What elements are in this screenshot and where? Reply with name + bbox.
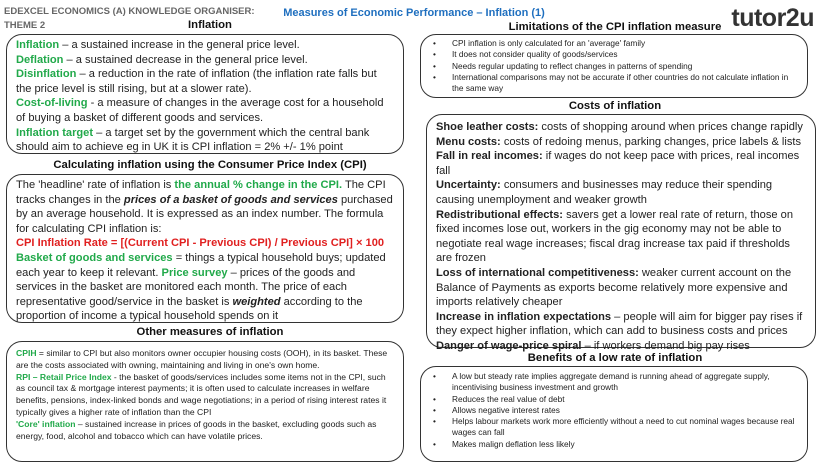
term-label: prices of a basket of goods and services bbox=[123, 193, 338, 206]
inflation-paragraph bbox=[16, 67, 394, 96]
costs-paragraph bbox=[436, 178, 806, 207]
benefits-heading: Benefits of a low rate of inflation bbox=[527, 352, 703, 364]
other-paragraph bbox=[16, 419, 394, 443]
term-label: Fall in real incomes: bbox=[436, 150, 543, 163]
term-label: Uncertainty: bbox=[436, 179, 501, 192]
term-label: Menu costs: bbox=[436, 135, 501, 148]
paragraph-text: weaker current account on the Balance of Payments as exports become relatively more expensive and imports relatively cheaper bbox=[436, 266, 792, 309]
tutor2u-logo: tutor2u bbox=[731, 4, 814, 32]
paragraph-text: The CPI tracks changes in the bbox=[16, 179, 386, 206]
limitations-heading: Limitations of the CPI inflation measure bbox=[508, 21, 722, 33]
cpi-paragraph bbox=[16, 251, 394, 324]
paragraph-text: – a sustained decrease in the general price level. bbox=[63, 53, 308, 66]
paragraph-text: – prices of the goods and services in the basket are monitored each month. The price of each representative good/service in the basket is bbox=[16, 266, 356, 308]
cpi-paragraph bbox=[16, 178, 394, 236]
term-label: the annual % change in the CPI. bbox=[174, 179, 343, 191]
cpi-box bbox=[6, 174, 404, 323]
term-label: weighted bbox=[232, 295, 281, 308]
cpi-heading: Calculating inflation using the Consumer Price Index (CPI) bbox=[53, 159, 367, 171]
paragraph-text: if wages do not keep pace with prices, real incomes fall bbox=[436, 150, 800, 177]
term-label: Redistributional effects: bbox=[436, 208, 563, 221]
other-paragraph bbox=[16, 348, 394, 372]
paragraph-text: according to the proportion of income a typical household spends on it bbox=[16, 295, 363, 323]
cpi-paragraph bbox=[16, 236, 394, 251]
term-label: Danger of wage-price spiral bbox=[436, 339, 582, 352]
paragraph-text: – sustained increase in prices of goods in the basket, excluding goods such as energy, food, alcohol and tobacco which can have volatile prices. bbox=[16, 418, 377, 441]
list-item: • Reduces the real value of debt bbox=[430, 394, 798, 405]
paragraph-text: – people will aim for bigger pay rises if they expect higher inflation, which can add to business costs and prices bbox=[436, 310, 803, 338]
costs-paragraph bbox=[436, 149, 806, 178]
term-label: Shoe leather costs: bbox=[436, 121, 539, 133]
term-label: Loss of international competitiveness: bbox=[436, 266, 639, 279]
page-title: Measures of Economic Performance – Inflation (1) bbox=[283, 7, 545, 19]
term-label: Inflation bbox=[16, 39, 60, 51]
other-measures-box bbox=[6, 341, 404, 462]
list-item: • Helps labour markets work more efficiently without a need to cut nominal wages because real wages can fall bbox=[430, 416, 798, 439]
inflation-box bbox=[6, 34, 404, 154]
paragraph-text: = things a typical household buys; updated each year to keep it relevant. bbox=[16, 251, 386, 279]
term-label: RPI – Retail Price Index bbox=[16, 371, 112, 382]
paragraph-text: - a measure of changes in the average cost for a household of buying a basket of different goods and services. bbox=[16, 97, 384, 124]
inflation-paragraph bbox=[16, 53, 394, 68]
costs-heading: Costs of inflation bbox=[568, 100, 662, 112]
header-line1: EDEXCEL ECONOMICS (A) KNOWLEDGE ORGANISER: bbox=[4, 6, 255, 17]
benefits-list bbox=[430, 371, 798, 450]
limitations-box bbox=[420, 34, 808, 98]
costs-paragraph bbox=[436, 135, 806, 150]
costs-paragraph bbox=[436, 266, 806, 310]
paragraph-text: – a sustained increase in the general price level. bbox=[59, 39, 300, 51]
inflation-paragraph bbox=[16, 126, 394, 155]
term-label: Disinflation bbox=[16, 68, 77, 81]
paragraph-text: – if workers demand big pay rises bbox=[581, 339, 750, 352]
list-item: • Makes malign deflation less likely bbox=[430, 439, 798, 450]
paragraph-text: consumers and businesses may reduce their spending causing unemployment and weaker growth bbox=[436, 179, 773, 206]
term-label: Cost-of-living bbox=[16, 97, 88, 110]
benefits-box bbox=[420, 366, 808, 462]
list-item: • It does not consider quality of goods/services bbox=[430, 49, 798, 60]
paragraph-text: = similar to CPI but also monitors owner occupier housing costs (OOH), in its basket. These are the costs associated with owning, maintaining and living in one's own home. bbox=[16, 348, 388, 370]
costs-box bbox=[426, 114, 816, 352]
paragraph-text: The 'headline' rate of inflation is bbox=[16, 179, 175, 191]
list-item: • A low but steady rate implies aggregate demand is running ahead of aggregate supply, incentivising business investment and growth bbox=[430, 371, 798, 394]
inflation-paragraph bbox=[16, 96, 394, 125]
inflation-paragraph bbox=[16, 38, 394, 53]
paragraph-text: purchased by an average household. It is expressed as an index number. The formula for calculating CPI inflation is: bbox=[16, 193, 393, 235]
list-item: • Needs regular updating to reflect changes in patterns of spending bbox=[430, 61, 798, 72]
costs-paragraph bbox=[436, 208, 806, 266]
paragraph-text: – a reduction in the rate of inflation (the inflation rate falls but the price level is still rising, but at a slower rate). bbox=[16, 68, 377, 95]
other-paragraph bbox=[16, 372, 394, 419]
term-label: Increase in inflation expectations bbox=[436, 310, 612, 323]
costs-paragraph bbox=[436, 120, 806, 135]
term-label: CPI Inflation Rate = [(Current CPI - Previous CPI) / Previous CPI] × 100 bbox=[16, 237, 385, 250]
paragraph-text: – a target set by the government which the central bank should aim to achieve eg in UK it is CPI inflation = 2% +/- 1% point bbox=[16, 126, 370, 154]
term-label: Inflation target bbox=[16, 126, 94, 139]
paragraph-text: costs of shopping around when prices change rapidly bbox=[538, 121, 803, 133]
list-item: • CPI inflation is only calculated for an 'average' family bbox=[430, 38, 798, 49]
term-label: Price survey bbox=[161, 266, 228, 279]
paragraph-text: savers get a lower real rate of return, those on fixed incomes lose out, workers in the gig economy may not be able to negotiate real wage increases; fiscal drag increase tax paid if thresholds are frozen bbox=[436, 208, 793, 265]
paragraph-text: - the basket of goods/services includes some items not in the CPI, such as council tax & mortgage interest payments; it is often used to calculate increases in welfare benefits, pensions, index-linked bonds and wage negotiations; in a period of rising interest rates it typically gives a higher rate of inflation than the CPI bbox=[16, 371, 387, 417]
term-label: 'Core' inflation bbox=[16, 418, 76, 429]
term-label: CPIH bbox=[16, 348, 37, 358]
costs-paragraph bbox=[436, 310, 806, 339]
term-label: Basket of goods and services bbox=[16, 251, 173, 264]
list-item: • Allows negative interest rates bbox=[430, 405, 798, 416]
list-item: • International comparisons may not be accurate if other countries do not calculate inflation in the same way bbox=[430, 72, 798, 95]
inflation-heading: Inflation bbox=[188, 19, 232, 31]
header-line2: THEME 2 bbox=[4, 20, 46, 31]
paragraph-text: costs of redoing menus, parking changes, price labels & lists bbox=[500, 135, 802, 148]
other-heading: Other measures of inflation bbox=[136, 326, 284, 338]
limitations-list bbox=[430, 38, 798, 94]
term-label: Deflation bbox=[16, 53, 64, 66]
